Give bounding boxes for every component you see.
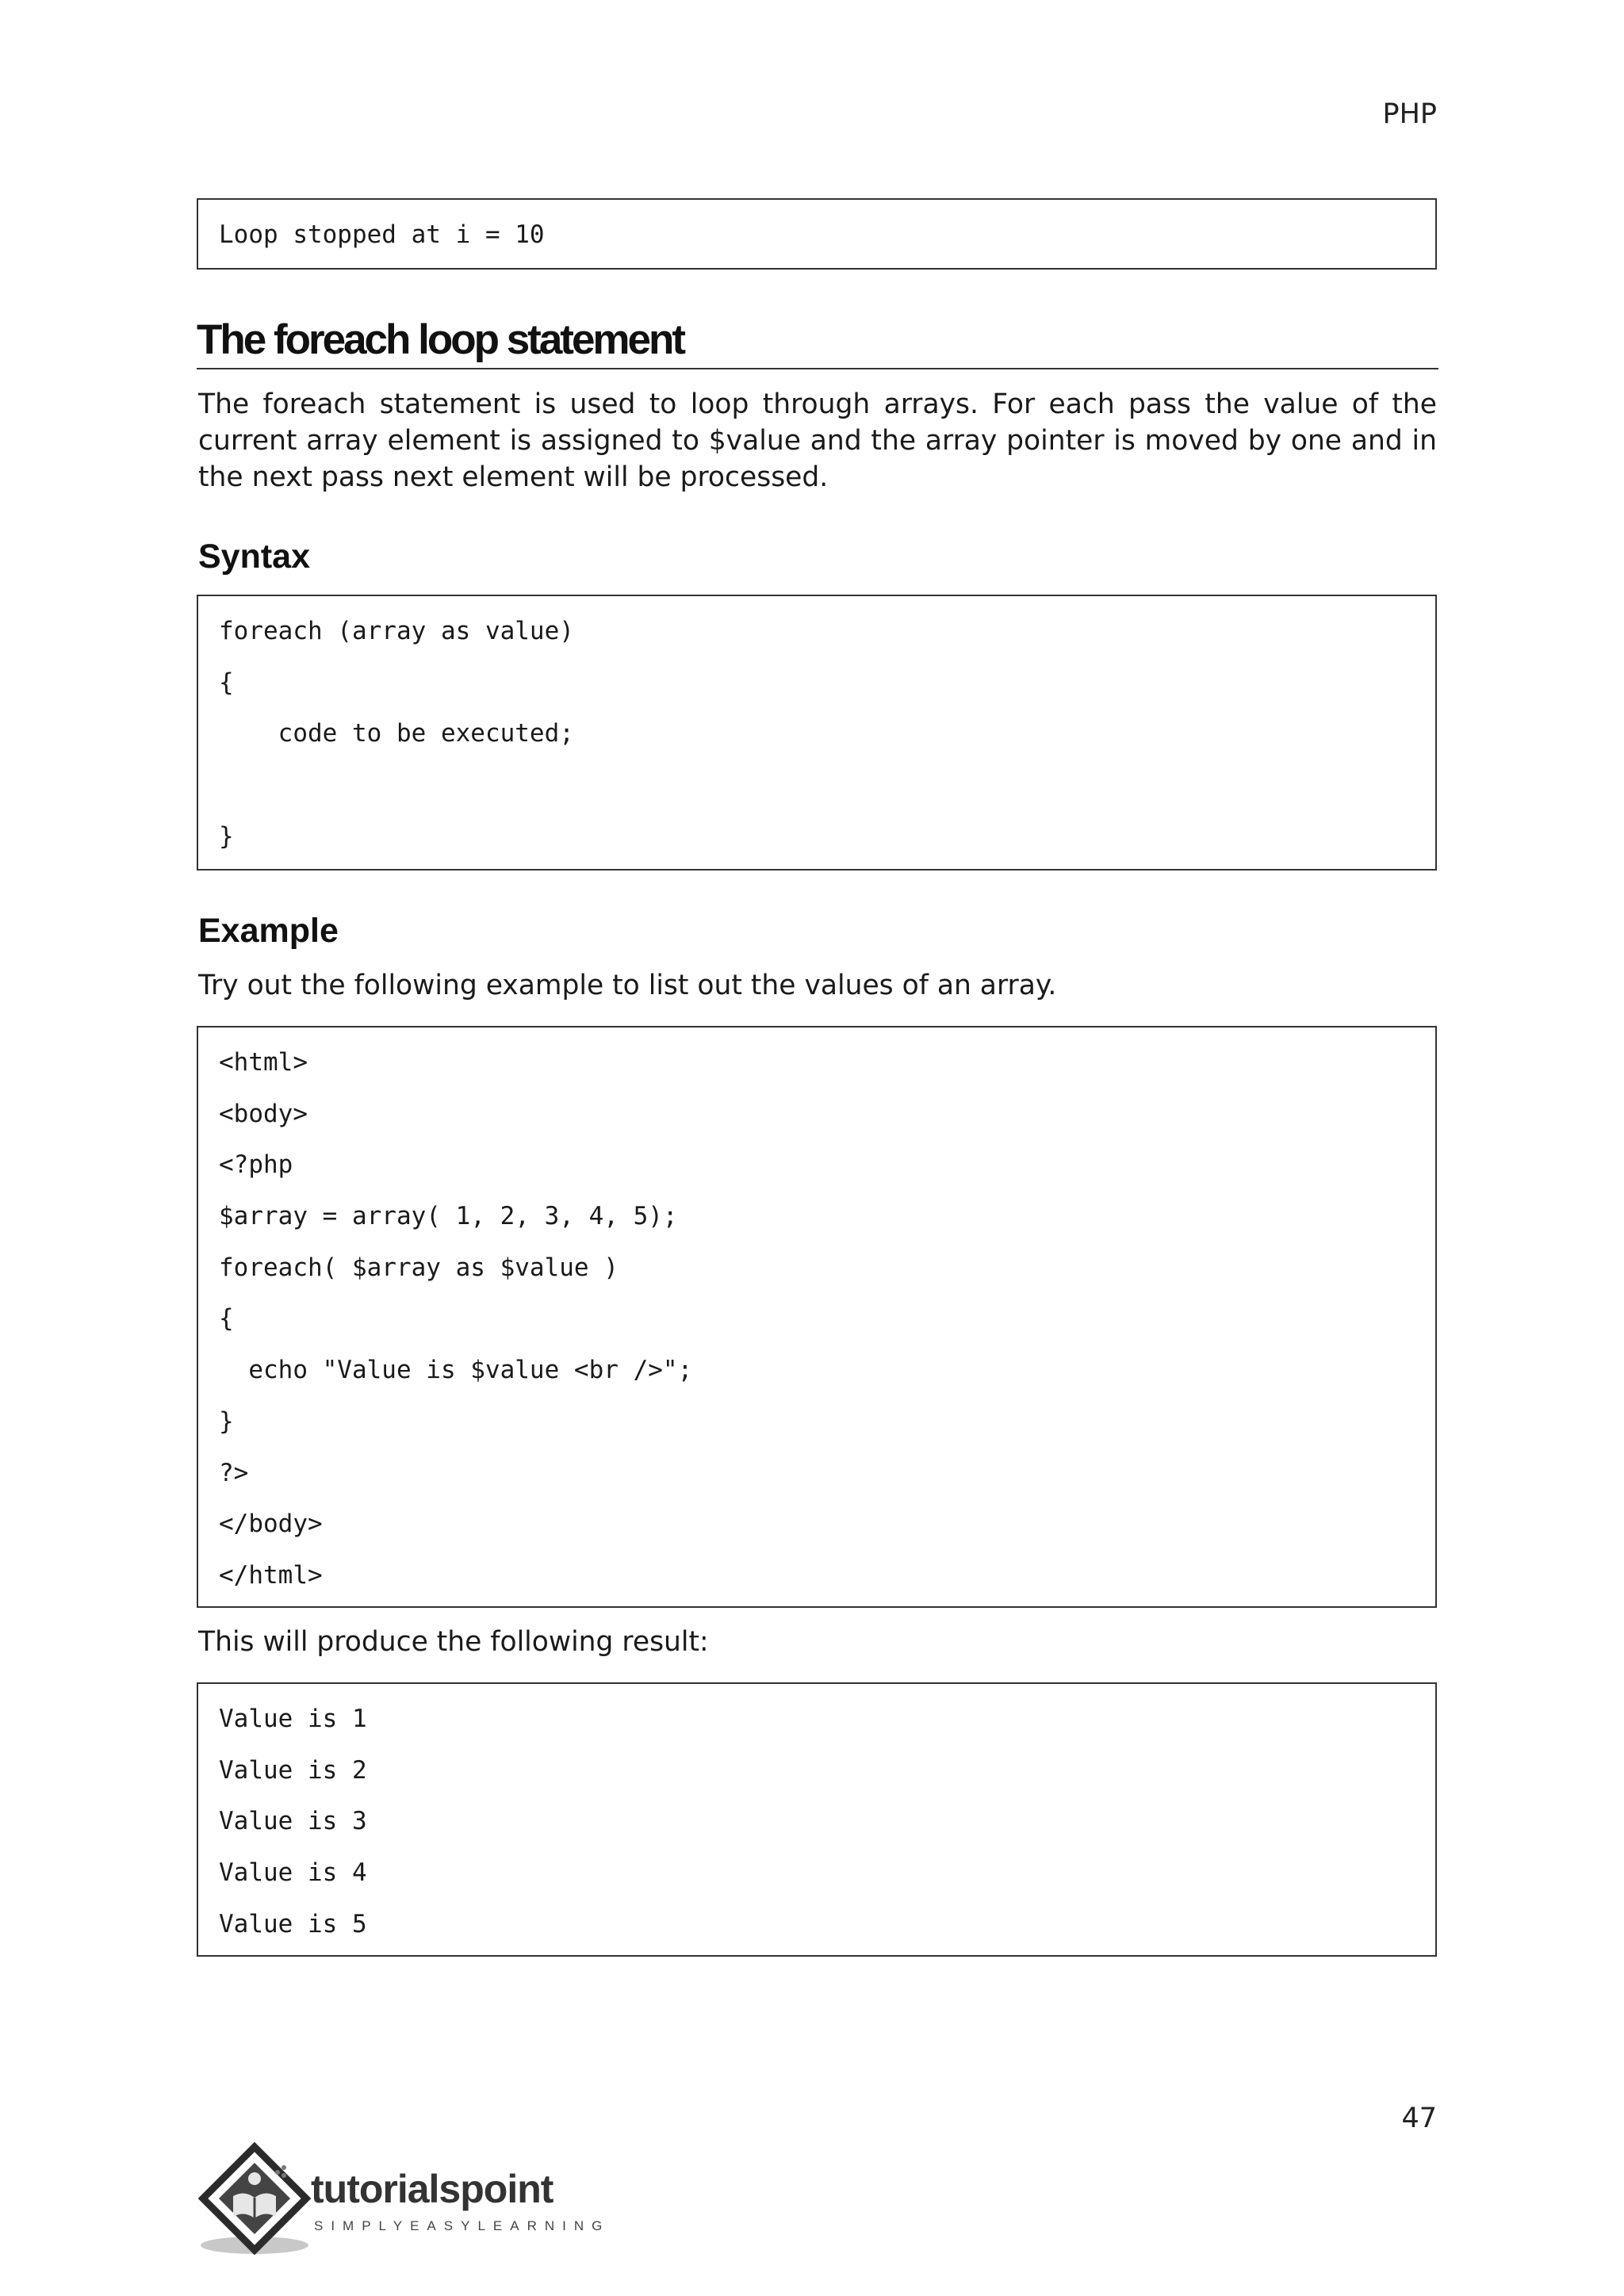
logo-text: tutorialspoint: [311, 2167, 553, 2211]
example-intro: Try out the following example to list out the values of an array.: [198, 970, 1057, 1001]
code-line: <html>: [219, 1048, 308, 1077]
result-output-box: [197, 1682, 1437, 1957]
section-intro: The foreach statement is used to loop through arrays. For each pass the value of the current array element is assigned to $value and the array pointer is moved by one and in the next pass next element will be processed.: [198, 388, 1437, 493]
logo-tagline: SIMPLYEASYLEARNING: [314, 2218, 611, 2233]
code-line: [219, 769, 1435, 821]
logo-emblem-icon: [195, 2141, 314, 2260]
tutorialspoint-logo: [195, 2141, 611, 2260]
code-line: }: [219, 821, 234, 851]
syntax-code-box: [197, 595, 1437, 871]
output-box-top: [197, 198, 1437, 270]
page-number: 47: [1401, 2103, 1437, 2134]
code-line: <?php: [219, 1150, 293, 1180]
example-heading: Example: [198, 912, 339, 950]
code-line: Value is 2: [219, 1755, 367, 1785]
section-title: The foreach loop statement: [197, 316, 1438, 369]
code-line: </html>: [219, 1560, 323, 1590]
result-intro: This will produce the following result:: [198, 1626, 709, 1658]
code-line: {: [219, 668, 234, 697]
code-line: Value is 3: [219, 1807, 367, 1836]
code-line: </body>: [219, 1510, 323, 1539]
code-line: foreach( $array as $value ): [219, 1253, 619, 1282]
code-line: Loop stopped at i = 10: [219, 220, 545, 249]
code-line: code to be executed;: [219, 719, 574, 748]
code-line: Value is 5: [219, 1909, 367, 1938]
code-line: {: [219, 1304, 234, 1334]
code-line: $array = array( 1, 2, 3, 4, 5);: [219, 1202, 678, 1231]
example-code-box: [197, 1026, 1437, 1608]
code-line: echo "Value is $value <br />";: [219, 1356, 693, 1385]
code-line: Value is 4: [219, 1858, 367, 1888]
code-line: }: [219, 1406, 234, 1436]
syntax-heading: Syntax: [198, 538, 311, 576]
code-line: ?>: [219, 1458, 249, 1487]
code-line: <body>: [219, 1099, 308, 1128]
running-header: PHP: [1382, 98, 1437, 130]
code-line: foreach (array as value): [219, 617, 574, 645]
code-line: Value is 1: [219, 1705, 367, 1733]
